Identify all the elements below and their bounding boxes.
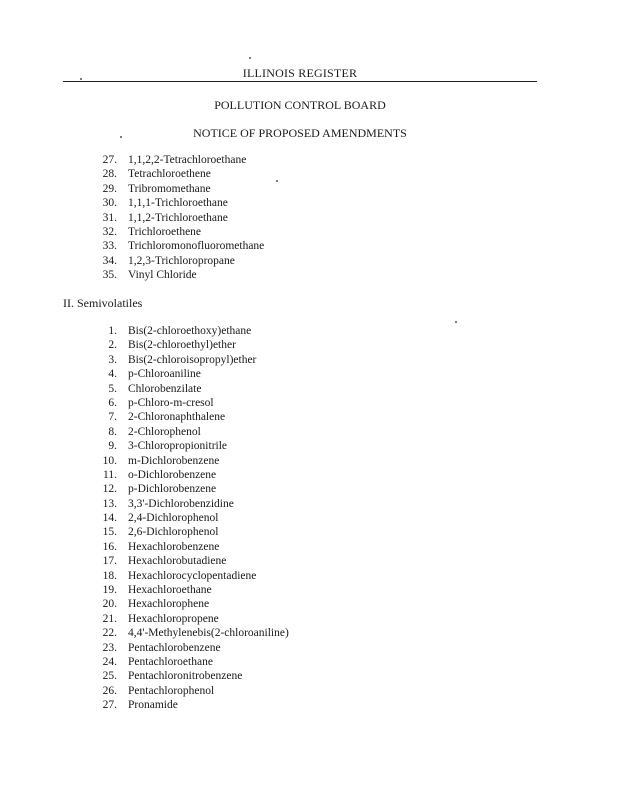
compound-name: Tribromomethane <box>128 182 211 195</box>
item-number: 17. <box>102 555 117 568</box>
compound-name: o-Dichlorobenzene <box>128 468 217 481</box>
item-number: 2. <box>108 339 117 352</box>
item-number: 11. <box>103 468 117 481</box>
item-number: 27. <box>102 699 117 712</box>
compound-name: Trichloromonofluoromethane <box>128 240 265 253</box>
compound-name: Pentachlorophenol <box>128 684 215 697</box>
item-number: 7. <box>108 411 117 424</box>
compound-name: p-Chloroaniline <box>128 368 201 381</box>
list-item <box>0 641 618 655</box>
compound-name: Pentachlorobenzene <box>128 641 221 654</box>
list-item <box>0 239 618 253</box>
list-item <box>0 583 618 597</box>
list-item <box>0 655 618 669</box>
list-item <box>0 324 618 338</box>
item-number: 32. <box>102 225 117 238</box>
list-item <box>0 497 618 511</box>
list-item <box>0 569 618 583</box>
list-item <box>0 338 618 352</box>
item-number: 8. <box>108 425 117 438</box>
list-item <box>0 540 618 554</box>
compound-name: 4,4'-Methylenebis(2-chloroaniline) <box>128 627 289 640</box>
item-number: 20. <box>102 598 117 611</box>
list-item <box>0 254 618 268</box>
item-number: 14. <box>102 512 117 525</box>
compound-name: Hexachlorobenzene <box>128 540 220 553</box>
compound-name: Hexachlorophene <box>128 598 210 611</box>
compound-name: p-Chloro-m-cresol <box>128 396 214 409</box>
compound-name: 2,4-Dichlorophenol <box>128 512 219 525</box>
list-item <box>0 396 618 410</box>
item-number: 30. <box>102 197 117 210</box>
item-number: 12. <box>102 483 117 496</box>
item-number: 31. <box>102 211 117 224</box>
item-number: 1. <box>108 325 117 337</box>
list-item <box>0 410 618 424</box>
list-item <box>0 525 618 539</box>
list-item <box>0 211 618 225</box>
compound-name: Hexachlorocyclopentadiene <box>128 569 257 582</box>
scan-speck <box>276 180 278 182</box>
item-number: 21. <box>102 612 117 625</box>
header-rule <box>63 81 537 82</box>
item-number: 5. <box>108 382 117 395</box>
compound-name: Bis(2-chloroisopropyl)ether <box>128 353 257 366</box>
item-number: 16. <box>102 540 117 553</box>
list-item <box>0 196 618 210</box>
section-heading: II. Semivolatiles <box>63 296 143 310</box>
compound-name: Pronamide <box>128 699 178 712</box>
compound-name: Tetrachloroethene <box>128 168 211 181</box>
compound-name: Trichloroethene <box>128 225 202 238</box>
list-item <box>0 684 618 698</box>
volatiles-list <box>0 153 618 283</box>
compound-name: Vinyl Chloride <box>128 269 197 282</box>
scan-speck <box>120 136 122 138</box>
list-item <box>0 167 618 181</box>
compound-name: 1,1,1-Trichloroethane <box>128 197 228 210</box>
item-number: 6. <box>108 396 117 409</box>
compound-name: Chlorobenzilate <box>128 382 202 395</box>
list-item <box>0 454 618 468</box>
item-number: 9. <box>108 440 117 453</box>
item-number: 27. <box>102 154 117 166</box>
item-number: 10. <box>102 454 117 467</box>
register-header: ILLINOIS REGISTER <box>242 66 358 80</box>
compound-name: Bis(2-chloroethoxy)ethane <box>128 325 252 337</box>
list-item <box>0 468 618 482</box>
compound-name: 1,1,2-Trichloroethane <box>128 211 228 224</box>
compound-name: 2,6-Dichlorophenol <box>128 526 219 539</box>
compound-name: 3,3'-Dichlorobenzidine <box>128 497 234 510</box>
item-number: 33. <box>102 240 117 253</box>
compound-name: 2-Chlorophenol <box>128 425 201 438</box>
compound-name: Bis(2-chloroethyl)ether <box>128 339 236 352</box>
scan-speck <box>455 321 457 323</box>
list-item <box>0 382 618 396</box>
item-number: 4. <box>108 368 117 381</box>
list-item <box>0 225 618 239</box>
list-item <box>0 425 618 439</box>
compound-name: Hexachloroethane <box>128 584 212 597</box>
compound-name: Pentachloroethane <box>128 655 213 668</box>
list-item <box>0 153 618 167</box>
item-number: 22. <box>102 627 117 640</box>
list-item <box>0 612 618 626</box>
item-number: 24. <box>102 655 117 668</box>
list-item <box>0 669 618 683</box>
item-number: 19. <box>102 584 117 597</box>
compound-name: p-Dichlorobenzene <box>128 483 217 496</box>
scan-speck <box>249 57 251 59</box>
list-item <box>0 353 618 367</box>
list-item <box>0 698 618 712</box>
item-number: 18. <box>102 569 117 582</box>
compound-name: Hexachloropropene <box>128 612 219 625</box>
item-number: 29. <box>102 182 117 195</box>
item-number: 26. <box>102 684 117 697</box>
item-number: 25. <box>102 670 117 683</box>
compound-name: Hexachlorobutadiene <box>128 555 227 568</box>
item-number: 35. <box>102 269 117 282</box>
list-item <box>0 597 618 611</box>
list-item <box>0 626 618 640</box>
compound-name: m-Dichlorobenzene <box>128 454 220 467</box>
list-item <box>0 482 618 496</box>
item-number: 13. <box>102 497 117 510</box>
item-number: 34. <box>102 254 117 267</box>
compound-name: 2-Chloronaphthalene <box>128 411 226 424</box>
list-item <box>0 268 618 282</box>
notice-title: NOTICE OF PROPOSED AMENDMENTS <box>193 126 407 140</box>
compound-name: 1,1,2,2-Tetrachloroethane <box>128 154 247 166</box>
list-item <box>0 554 618 568</box>
item-number: 23. <box>102 641 117 654</box>
item-number: 28. <box>102 168 117 181</box>
list-item <box>0 182 618 196</box>
semivolatiles-list <box>0 324 618 713</box>
compound-name: 3-Chloropropionitrile <box>128 440 228 453</box>
compound-name: Pentachloronitrobenzene <box>128 670 243 683</box>
list-item <box>0 367 618 381</box>
list-item <box>0 511 618 525</box>
item-number: 3. <box>108 353 117 366</box>
compound-name: 1,2,3-Trichloropropane <box>128 254 235 267</box>
board-title: POLLUTION CONTROL BOARD <box>214 98 386 112</box>
item-number: 15. <box>102 526 117 539</box>
scan-speck <box>80 78 82 80</box>
list-item <box>0 439 618 453</box>
